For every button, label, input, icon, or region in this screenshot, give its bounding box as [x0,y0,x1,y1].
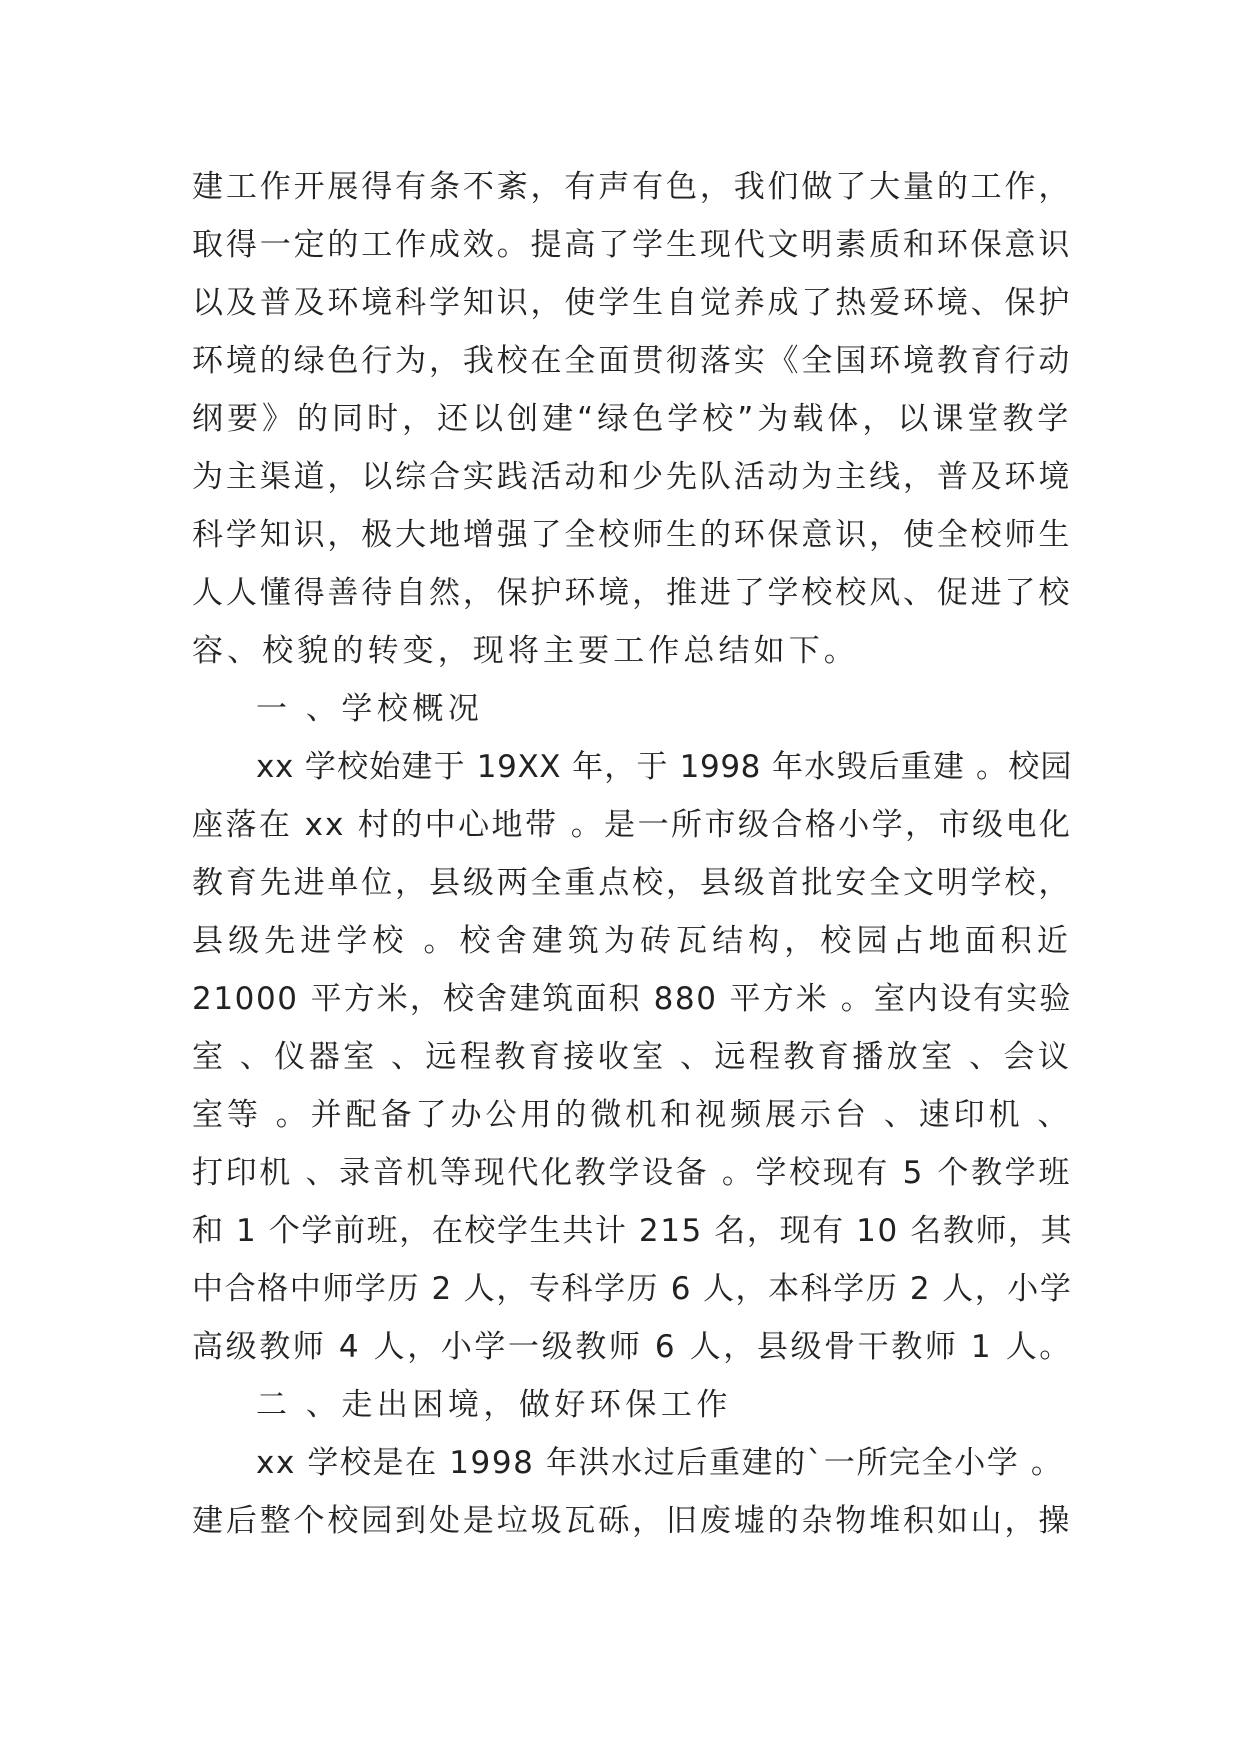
text-line: 县级先进学校 。校舍建筑为砖瓦结构，校园占地面积近 [192,923,1072,959]
section-heading: 一 、学校概况 [256,691,484,727]
text-line: 以及普及环境科学知识，使学生自觉养成了热爱环境、保护 [192,285,1072,321]
text-line: 纲要》的同时，还以创建“绿色学校”为载体，以课堂教学 [192,401,1072,437]
text-line: 高级教师 4 人，小学一级教师 6 人，县级骨干教师 1 人。 [192,1329,1073,1365]
text-line: 科学知识，极大地增强了全校师生的环保意识，使全校师生 [192,517,1072,553]
text-line: 室等 。并配备了办公用的微机和视频展示台 、速印机 、 [192,1097,1072,1133]
text-line: 打印机 、录音机等现代化教学设备 。学校现有 5 个教学班 [192,1155,1072,1191]
text-line: xx 学校是在 1998 年洪水过后重建的`一所完全小学 。 [256,1445,1064,1481]
text-line: 容、校貌的转变，现将主要工作总结如下。 [192,633,859,669]
text-line: 人人懂得善待自然，保护环境，推进了学校校风、促进了校 [192,575,1072,611]
text-line: 座落在 xx 村的中心地带 。是一所市级合格小学，市级电化 [192,807,1072,843]
text-line: 建后整个校园到处是垃圾瓦砾，旧废墟的杂物堆积如山，操 [192,1503,1072,1539]
text-line: 教育先进单位，县级两全重点校，县级首批安全文明学校， [192,865,1072,901]
text-line: 取得一定的工作成效。提高了学生现代文明素质和环保意识 [192,227,1072,263]
text-line: xx 学校始建于 19XX 年，于 1998 年水毁后重建 。校园 [256,749,1072,785]
text-line: 环境的绿色行为，我校在全面贯彻落实《全国环境教育行动 [192,343,1072,379]
text-line: 建工作开展得有条不紊，有声有色，我们做了大量的工作， [192,169,1072,205]
text-line: 室 、仪器室 、远程教育接收室 、远程教育播放室 、会议 [192,1039,1072,1075]
section-heading: 二 、走出困境，做好环保工作 [256,1387,732,1423]
text-line: 为主渠道，以综合实践活动和少先队活动为主线，普及环境 [192,459,1072,495]
text-line: 21000 平方米，校舍建筑面积 880 平方米 。室内设有实验 [192,981,1072,1017]
text-line: 和 1 个学前班，在校学生共计 215 名，现有 10 名教师，其 [192,1213,1074,1249]
text-line: 中合格中师学历 2 人，专科学历 6 人，本科学历 2 人，小学 [192,1271,1072,1307]
